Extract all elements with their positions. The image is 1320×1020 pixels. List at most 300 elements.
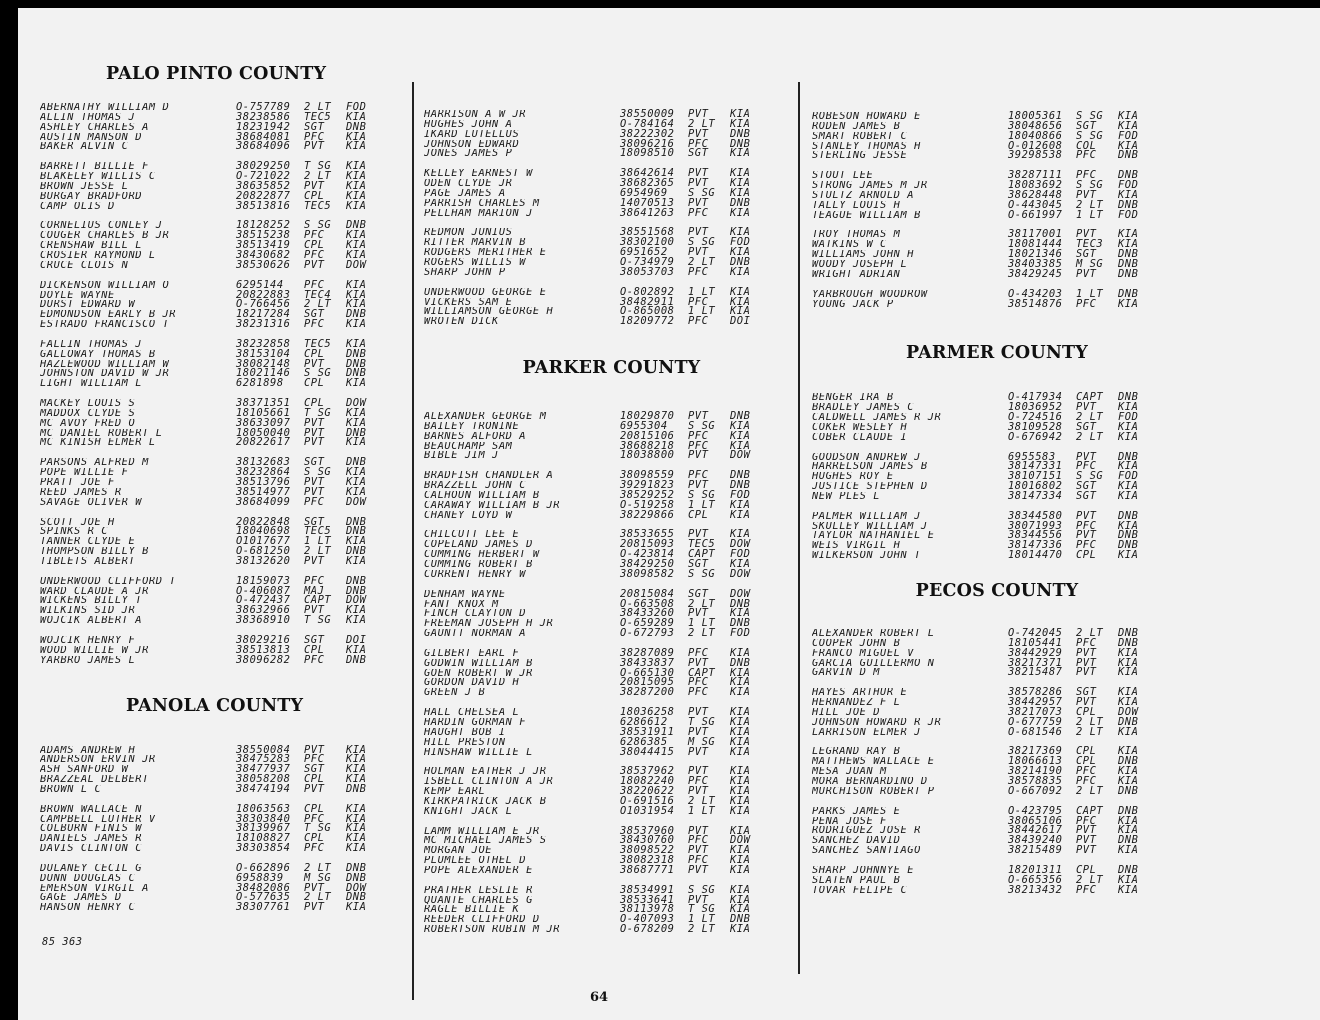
entry-name: BIBLE JIM J <box>424 451 499 462</box>
entry-serial: 38578835 <box>1008 774 1063 787</box>
entry-status: KIA <box>1118 873 1139 886</box>
roster-entry <box>40 320 410 330</box>
entry-name: RAGLE BILLIE K <box>424 905 520 916</box>
entry-serial: 38442929 <box>1008 646 1063 659</box>
entry-name: SPINKS R C <box>40 527 109 538</box>
entry-serial: O-667092 <box>1008 784 1063 797</box>
entry-name: ASHLEY CHARLES A <box>40 122 149 133</box>
entry-name: CRENSHAW BILL L <box>40 241 143 251</box>
entry-status: FOD <box>730 548 751 561</box>
entry-status: KIA <box>730 167 751 180</box>
entry-serial: 6286612 <box>620 715 668 728</box>
entry-status: KIA <box>346 743 367 756</box>
entry-status: FOD <box>730 627 751 640</box>
entry-name: RODRIGUEZ JOSE R <box>812 826 921 837</box>
entry-group <box>812 393 1182 442</box>
entry-name: WILLIAMS JOHN H <box>812 250 915 260</box>
entry-name: HAYES ARTHUR E <box>812 688 908 699</box>
entry-status: DNB <box>346 545 367 558</box>
entry-name: GOODSON ANDREW J <box>812 452 921 463</box>
entry-name: DENHAM WAYNE <box>424 589 506 600</box>
entry-serial: O-724516 <box>1008 411 1063 424</box>
entry-name: KEMP EARL <box>424 787 486 797</box>
roster-entry <box>424 265 799 278</box>
entry-serial: 38403385 <box>1008 257 1063 270</box>
entry-group <box>40 399 410 448</box>
entry-status: DNB <box>730 410 751 423</box>
entry-grade: PVT <box>1076 267 1097 280</box>
entry-grade: CPL <box>304 643 325 656</box>
entry-grade: S SG <box>304 219 332 232</box>
entry-status: DOW <box>1118 705 1139 718</box>
entry-status: KIA <box>730 108 751 120</box>
entry-status: KIA <box>1118 666 1139 679</box>
roster-entry <box>812 489 1182 502</box>
entry-serial: 38213432 <box>1008 883 1063 896</box>
entry-status: DOW <box>346 881 367 894</box>
roster-entry <box>40 142 410 152</box>
entry-status: KIA <box>730 429 751 442</box>
entry-name: POPE WILLIE F <box>40 468 129 478</box>
entry-status: KIA <box>730 923 751 936</box>
entry-serial: 39291823 <box>620 479 675 492</box>
entry-name: GREEN J B <box>424 688 486 699</box>
entry-name: FINCH CLAYTON D <box>424 609 527 620</box>
entry-name: STERLING JESSE <box>812 151 908 162</box>
entry-grade: PFC <box>304 812 325 825</box>
entry-name: BURGAY BRADFORD <box>40 191 143 202</box>
roster-entry <box>812 430 1182 443</box>
entry-status: DOW <box>730 834 751 847</box>
entry-serial: 6295144 <box>236 278 284 291</box>
entry-serial: 38430760 <box>620 834 675 847</box>
entry-serial: O-662896 <box>236 861 291 874</box>
entry-status: FOD <box>346 101 367 113</box>
entry-serial: 38153104 <box>236 347 291 360</box>
entry-grade: PFC <box>304 130 325 143</box>
entry-serial: O-742045 <box>1008 627 1063 639</box>
entry-grade: PFC <box>688 854 709 867</box>
entry-status: KIA <box>346 614 367 627</box>
entry-grade: PFC <box>1076 519 1097 532</box>
entry-grade: T SG <box>688 903 716 916</box>
entry-status: KIA <box>730 775 751 788</box>
entry-grade: PVT <box>688 893 709 906</box>
entry-group <box>812 688 1182 737</box>
entry-grade: PVT <box>688 108 709 120</box>
entry-name: PARKS JAMES E <box>812 806 901 817</box>
entry-status: KIA <box>1118 188 1139 201</box>
entry-status: KIA <box>730 666 751 679</box>
entry-status: DNB <box>346 357 367 370</box>
entry-status: KIA <box>730 765 751 778</box>
entry-grade: M SG <box>688 735 716 748</box>
entry-serial: 18040866 <box>1008 129 1063 142</box>
entry-name: DUNN DOUGLAS C <box>40 873 136 884</box>
entry-name: WOOD WILLIE W JR <box>40 645 149 656</box>
entry-serial: 18014470 <box>1008 549 1063 562</box>
entry-status: DOW <box>730 449 751 462</box>
entry-status: DNB <box>346 515 367 528</box>
entry-status: DNB <box>1118 636 1139 649</box>
entry-name: CARAWAY WILLIAM B JR <box>424 500 561 511</box>
entry-grade: CPL <box>304 832 325 845</box>
entry-grade: PVT <box>304 426 325 439</box>
entry-name: PRATHER LESLIE R <box>424 885 533 896</box>
entry-name: ADAMS ANDREW H <box>40 745 136 756</box>
entry-grade: MAJ <box>304 584 325 597</box>
entry-status: DNB <box>1118 804 1139 817</box>
entry-status: KIA <box>730 498 751 511</box>
entry-name: PARSONS ALFRED M <box>40 458 149 469</box>
entry-name: POPE ALEXANDER E <box>424 865 533 876</box>
roster-entry <box>40 844 410 854</box>
entry-status: KIA <box>346 298 367 311</box>
entry-status: DNB <box>1118 391 1139 404</box>
entry-grade: PVT <box>688 656 709 669</box>
entry-status: KIA <box>730 246 751 259</box>
entry-name: PALMER WILLIAM J <box>812 511 921 522</box>
county-heading-parmer: PARMER COUNTY <box>906 343 1088 364</box>
entry-status: KIA <box>346 239 367 252</box>
entry-name: TANNER CLYDE E <box>40 537 136 548</box>
entry-serial: O-677759 <box>1008 715 1063 728</box>
document-page <box>18 8 1320 1020</box>
entry-status: KIA <box>1118 297 1139 310</box>
entry-name: UNDERWOOD CLIFFORD T <box>40 576 177 587</box>
entry-status: KIA <box>730 785 751 798</box>
entry-grade: CPL <box>688 508 709 521</box>
entry-grade: 1 LT <box>304 535 332 548</box>
entry-serial: O-661997 <box>1008 208 1063 221</box>
entry-serial: 6286385 <box>620 735 668 748</box>
entry-serial: O-681546 <box>1008 725 1063 738</box>
entry-serial: 18083692 <box>1008 179 1063 192</box>
entry-serial: 38429245 <box>1008 267 1063 280</box>
entry-grade: 1 LT <box>688 285 716 298</box>
entry-name: BRADLEY JAMES C <box>812 403 915 414</box>
entry-grade: COL <box>1076 139 1097 152</box>
roster-entry <box>40 616 410 626</box>
entry-serial: 38514977 <box>236 485 291 498</box>
entry-name: VICKERS SAM E <box>424 297 513 308</box>
roster-entry <box>812 208 1182 221</box>
entry-serial: 38139967 <box>236 822 291 835</box>
entry-name: QUANTE CHARLES G <box>424 895 533 906</box>
entry-grade: SGT <box>1076 686 1097 699</box>
entry-name: LARRISON ELMER J <box>812 727 921 738</box>
entry-status: DNB <box>1118 257 1139 270</box>
roster-entry <box>424 149 799 159</box>
entry-grade: 2 LT <box>688 923 716 936</box>
entry-name: BROWN L C <box>40 784 102 795</box>
entry-grade: PFC <box>304 495 325 508</box>
entry-status: DNB <box>1118 834 1139 847</box>
roster-entry <box>812 151 1182 161</box>
entry-name: JOHNSON HOWARD R JR <box>812 717 942 728</box>
entry-name: FALLIN THOMAS J <box>40 339 143 350</box>
entry-name: HOLMAN EATHER J JR <box>424 767 547 778</box>
entry-grade: T SG <box>304 614 332 627</box>
entry-status: FOD <box>730 488 751 501</box>
entry-serial: O-423814 <box>620 548 675 561</box>
entry-name: BROWN WALLACE N <box>40 804 143 815</box>
entry-grade: T SG <box>304 822 332 835</box>
entry-serial: 38482911 <box>620 295 675 308</box>
county-heading-pecos: PECOS COUNTY <box>915 581 1079 601</box>
entry-status: KIA <box>1118 420 1139 433</box>
entry-name: YOUNG JACK P <box>812 299 894 310</box>
entry-status: DNB <box>730 597 751 610</box>
entry-name: AUSTIN MANSON D <box>40 132 143 143</box>
entry-grade: 2 LT <box>688 794 716 807</box>
entry-name: JOHNSON EDWARD <box>424 139 520 150</box>
entry-name: SHARP JOHNNYE E <box>812 865 915 876</box>
entry-name: LIGHT WILLIAM L <box>40 379 143 390</box>
entry-name: WILLIAMSON GEORGE H <box>424 307 554 318</box>
entry-status: KIA <box>346 812 367 825</box>
entry-name: ROBERTSON RUBIN M JR <box>424 925 561 935</box>
entry-serial: 38215487 <box>1008 666 1063 679</box>
entry-status: KIA <box>1118 646 1139 659</box>
entry-name: REEDER CLIFFORD D <box>424 915 540 926</box>
entry-grade: PVT <box>688 410 709 423</box>
entry-status: DOI <box>730 315 751 328</box>
entry-grade: S SG <box>1076 110 1104 122</box>
entry-grade: PVT <box>304 782 325 795</box>
entry-status: KIA <box>346 229 367 242</box>
column-3 <box>812 8 1182 895</box>
entry-grade: 1 LT <box>688 305 716 318</box>
entry-name: TEAGUE WILLIAM B <box>812 210 921 221</box>
entry-name: ROGERS WILLIS W <box>424 257 527 268</box>
entry-name: NEW PLES L <box>812 491 881 502</box>
entry-serial: O1017677 <box>236 535 291 548</box>
entry-name: SHARP JOHN P <box>424 267 506 278</box>
entry-status: KIA <box>730 558 751 570</box>
entry-group <box>424 110 799 159</box>
entry-serial: 38303840 <box>236 812 291 825</box>
entry-status: DNB <box>346 120 367 133</box>
entry-serial: 18036952 <box>1008 401 1063 414</box>
entry-group <box>812 112 1182 161</box>
entry-grade: PFC <box>304 653 325 666</box>
entry-serial: 38533655 <box>620 528 675 541</box>
entry-grade: PVT <box>688 226 709 239</box>
entry-grade: PFC <box>688 295 709 308</box>
entry-status: KIA <box>730 844 751 857</box>
entry-serial: 20822877 <box>236 189 291 202</box>
entry-serial: 38533641 <box>620 893 675 906</box>
entry-grade: CPL <box>304 802 325 815</box>
entry-status: DNB <box>1118 627 1139 639</box>
entry-serial: 38107151 <box>1008 470 1063 483</box>
entry-serial: 38098522 <box>620 844 675 857</box>
entry-status: KIA <box>730 226 751 239</box>
entry-serial: 38550084 <box>236 743 291 756</box>
entry-group <box>424 587 799 640</box>
entry-grade: TEC5 <box>304 110 332 123</box>
entry-status: DNB <box>1118 287 1139 300</box>
entry-name: MESA JUAN M <box>812 767 887 777</box>
entry-group <box>40 162 410 211</box>
entry-status: KIA <box>1118 814 1139 827</box>
roster-entry <box>40 782 410 795</box>
entry-grade: CAPT <box>1076 391 1104 404</box>
entry-grade: PVT <box>688 246 709 259</box>
entry-name: TOVAR FELIPE C <box>812 885 908 896</box>
entry-status: DOW <box>730 587 751 600</box>
entry-status: KIA <box>346 110 367 123</box>
entry-serial: O1031954 <box>620 804 675 817</box>
entry-grade: CAPT <box>688 666 716 679</box>
entry-status: KIA <box>730 528 751 541</box>
entry-status: DNB <box>1118 169 1139 182</box>
entry-grade: PFC <box>1076 297 1097 310</box>
entry-grade: PVT <box>1076 656 1097 669</box>
entry-serial: 38442617 <box>1008 824 1063 837</box>
entry-status: KIA <box>1118 519 1139 532</box>
entry-grade: PVT <box>688 844 709 857</box>
entry-serial: 18066613 <box>1008 755 1063 768</box>
entry-serial: 38053703 <box>620 265 675 278</box>
roster-entry <box>40 495 410 508</box>
entry-grade: CPL <box>304 773 325 786</box>
entry-serial: 38109528 <box>1008 420 1063 433</box>
entry-serial: 38550009 <box>620 108 675 120</box>
entry-name: MACKEY LOUIS S <box>40 399 136 409</box>
entry-grade: PFC <box>1076 636 1097 649</box>
entry-grade: PFC <box>1076 539 1097 552</box>
entry-name: ALEXANDER GEORGE M <box>424 412 547 422</box>
entry-serial: O-665130 <box>620 666 675 679</box>
entry-status: KIA <box>346 288 367 301</box>
entry-name: WILKINS SID JR <box>40 606 136 617</box>
entry-status: DNB <box>1118 715 1139 728</box>
entry-serial: O-665356 <box>1008 873 1063 886</box>
entry-name: DICKENSON WILLIAM O <box>40 280 170 291</box>
county-heading-palo-pinto: PALO PINTO COUNTY <box>106 64 327 84</box>
entry-group <box>424 530 799 579</box>
entry-status: DNB <box>1118 267 1139 280</box>
entry-serial: 38132683 <box>236 456 291 469</box>
entry-group <box>40 103 410 152</box>
entry-status: DNB <box>346 219 367 232</box>
entry-serial: 38071993 <box>1008 519 1063 532</box>
entry-name: JOHNSTON DAVID W JR <box>40 369 170 380</box>
entry-name: PENA JOSE F <box>812 816 887 827</box>
entry-grade: SGT <box>688 587 709 600</box>
entry-status: KIA <box>346 832 367 845</box>
entry-serial: 38433837 <box>620 656 675 669</box>
roster-entry <box>424 508 799 521</box>
entry-status: KIA <box>346 802 367 815</box>
entry-grade: PVT <box>688 745 709 758</box>
entry-grade: PVT <box>1076 824 1097 837</box>
entry-status: KIA <box>346 485 367 498</box>
entry-group <box>40 337 410 390</box>
entry-name: SMART ROBERT C <box>812 131 908 142</box>
roster-entry <box>812 784 1182 797</box>
entry-grade: PVT <box>1076 401 1097 414</box>
entry-grade: PFC <box>688 265 709 278</box>
entry-serial: O-519258 <box>620 498 675 511</box>
entry-name: PARRISH CHARLES M <box>424 198 540 209</box>
entry-grade: PFC <box>304 574 325 587</box>
entry-grade: PFC <box>688 469 709 482</box>
entry-serial: 18108827 <box>236 832 291 845</box>
entry-name: HINSHAW WILLIE L <box>424 747 533 758</box>
entry-status: KIA <box>1118 430 1139 443</box>
entry-grade: PVT <box>688 528 709 541</box>
entry-serial: 38098559 <box>620 469 675 482</box>
roster-entry <box>40 903 410 913</box>
entry-serial: O-406087 <box>236 584 291 597</box>
entry-name: CORNELIUS CONLEY J <box>40 221 163 232</box>
entry-grade: PVT <box>304 881 325 894</box>
entry-grade: S SG <box>688 883 716 896</box>
entry-serial: 38220622 <box>620 785 675 798</box>
entry-status: DNB <box>346 653 367 666</box>
entry-grade: 1 LT <box>1076 287 1104 300</box>
entry-serial: 38433260 <box>620 607 675 620</box>
entry-status: KIA <box>730 903 751 916</box>
entry-status: KIA <box>346 278 367 291</box>
entry-serial: O-802892 <box>620 285 675 298</box>
entry-serial: 20815093 <box>620 538 675 551</box>
entry-serial: 18016802 <box>1008 480 1063 493</box>
entry-name: CALHOUN WILLIAM B <box>424 490 540 501</box>
entry-serial: 38307761 <box>236 901 291 914</box>
roster-pecos <box>812 629 1182 895</box>
entry-name: SKULLEY WILLIAM J <box>812 521 928 532</box>
entry-name: GAUNTT NORMAN A <box>424 629 527 639</box>
entry-status: DNB <box>346 347 367 360</box>
entry-status: KIA <box>346 554 367 567</box>
entry-grade: 2 LT <box>1076 627 1104 639</box>
entry-serial: 38222302 <box>620 127 675 140</box>
entry-status: FOD <box>730 236 751 249</box>
entry-serial: 20822617 <box>236 436 291 449</box>
entry-name: PAGE JAMES A <box>424 188 506 199</box>
entry-status: FOD <box>1118 208 1139 221</box>
entry-group <box>424 883 799 936</box>
entry-serial: 38371351 <box>236 397 291 410</box>
entry-status: KIA <box>1118 119 1139 132</box>
entry-grade: SGT <box>688 558 709 570</box>
entry-status: DNB <box>1118 509 1139 522</box>
entry-status: KIA <box>346 416 367 429</box>
entry-grade: PFC <box>688 686 709 699</box>
entry-status: DNB <box>346 782 367 795</box>
roster-panola <box>40 743 410 914</box>
entry-serial: 39298538 <box>1008 149 1063 162</box>
entry-grade: PFC <box>688 429 709 442</box>
entry-serial: 38513813 <box>236 643 291 656</box>
entry-grade: 1 LT <box>1076 208 1104 221</box>
roster-entry <box>40 653 410 666</box>
roster-parker <box>424 412 799 935</box>
entry-serial: 6954969 <box>620 186 668 199</box>
entry-name: CALDWELL JAMES R JR <box>812 413 942 423</box>
entry-serial: 18040698 <box>236 525 291 538</box>
entry-grade: SGT <box>304 515 325 528</box>
entry-serial: 18201311 <box>1008 863 1063 876</box>
entry-grade: CPL <box>304 189 325 202</box>
entry-status: KIA <box>730 419 751 432</box>
entry-serial: 38229866 <box>620 508 675 521</box>
entry-name: HAUGHT BOB I <box>424 727 506 738</box>
